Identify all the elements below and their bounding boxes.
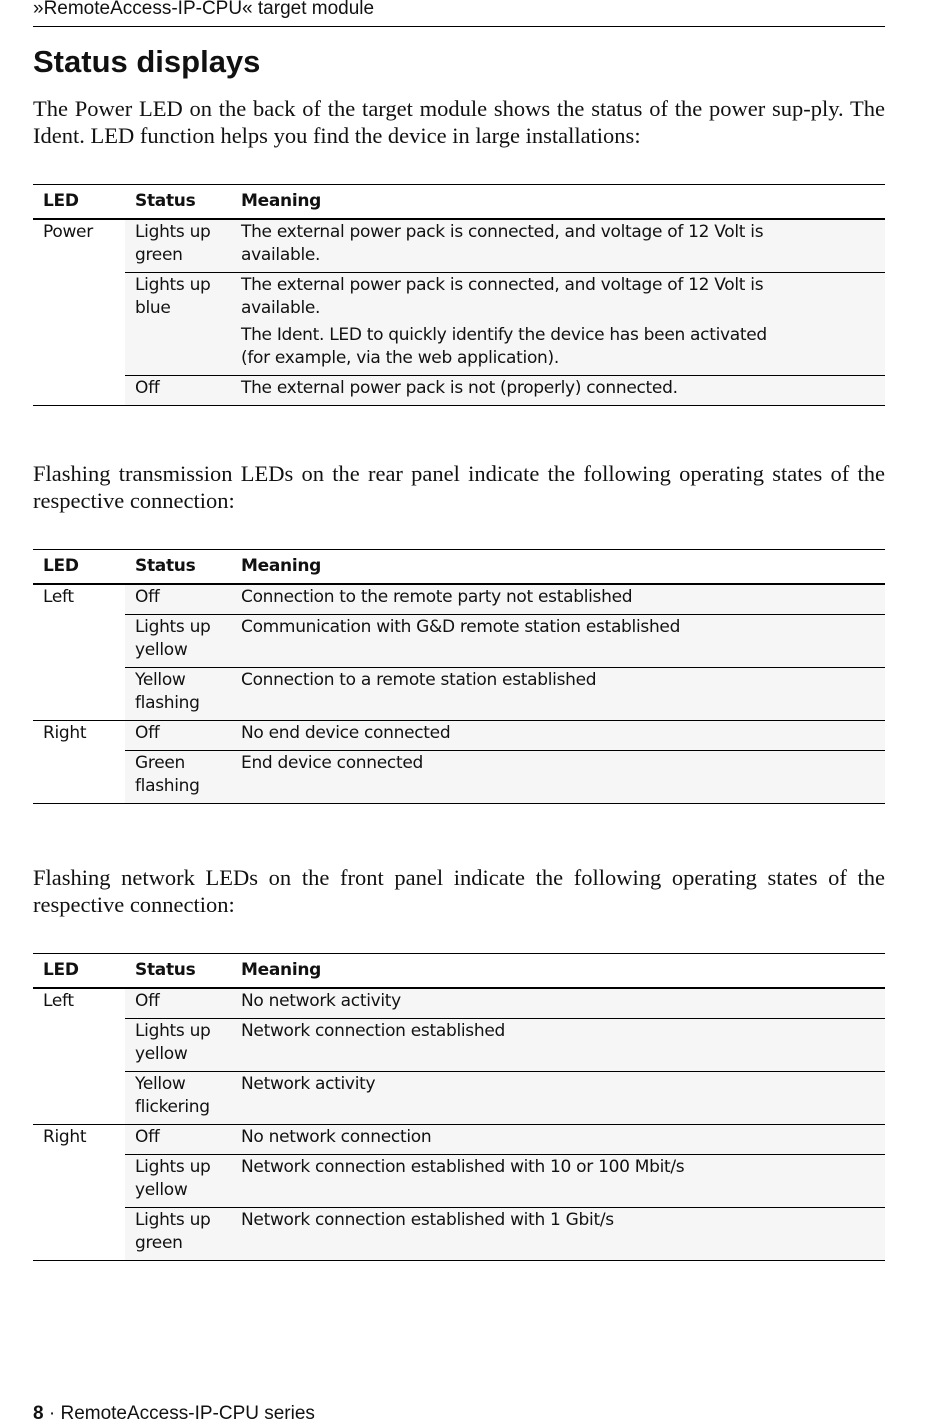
table-header-row (33, 550, 885, 585)
meaning-cell: Network connection established (231, 1019, 885, 1072)
header-rule (33, 26, 885, 27)
status-cell: Off (125, 988, 231, 1019)
table-row (33, 1208, 885, 1261)
table-row (33, 1019, 885, 1072)
meaning-cell: The external power pack is connected, and voltage of 12 Volt is available. (231, 273, 885, 323)
led-name-cell: Left (33, 988, 125, 1125)
status-cell: Off (125, 1125, 231, 1155)
status-cell: Lights up green (125, 1208, 231, 1261)
table-row (33, 721, 885, 751)
column-header-status: Status (125, 954, 231, 989)
meaning-cell: End device connected (231, 751, 885, 804)
intro-power-paragraph: The Power LED on the back of the target module shows the status of the power sup-ply. The Ident. LED function helps you find the device in large installations: (33, 96, 885, 148)
led-name-cell: Left (33, 584, 125, 721)
table-row (33, 584, 885, 615)
column-header-led: LED (33, 550, 125, 585)
status-cell: Lights up yellow (125, 1155, 231, 1208)
intro-transmission-paragraph: Flashing transmission LEDs on the rear panel indicate the following operating states of the respective connection: (33, 461, 885, 513)
status-cell: Off (125, 584, 231, 615)
table-row (33, 1155, 885, 1208)
table-row (33, 1072, 885, 1125)
running-header: »RemoteAccess-IP-CPU« target module (33, 0, 375, 19)
column-header-led: LED (33, 954, 125, 989)
meaning-cell: Network connection established with 1 Gbit/s (231, 1208, 885, 1261)
table-header-row (33, 954, 885, 989)
status-cell: Yellow flashing (125, 668, 231, 721)
column-header-meaning: Meaning (231, 954, 885, 989)
column-header-meaning: Meaning (231, 185, 885, 220)
meaning-cell: Connection to a remote station established (231, 668, 885, 721)
network-led-table (33, 953, 885, 1261)
meaning-cell: The external power pack is not (properly) connected. (231, 376, 885, 406)
table-row (33, 1125, 885, 1155)
led-name-cell: Power (33, 219, 125, 406)
meaning-cell: No network connection (231, 1125, 885, 1155)
table-row (33, 751, 885, 804)
intro-network-paragraph: Flashing network LEDs on the front panel indicate the following operating states of the respective connection: (33, 865, 885, 917)
column-header-status: Status (125, 550, 231, 585)
transmission-led-table (33, 549, 885, 804)
status-cell: Lights up green (125, 219, 231, 273)
power-led-table (33, 184, 885, 406)
page-number: 8 (33, 1403, 44, 1424)
meaning-cell: No network activity (231, 988, 885, 1019)
table-row (33, 988, 885, 1019)
column-header-status: Status (125, 185, 231, 220)
meaning-cell: Communication with G&D remote station established (231, 615, 885, 668)
led-name-cell: Right (33, 1125, 125, 1261)
footer-separator: · (48, 1403, 56, 1424)
table-row (33, 376, 885, 406)
status-cell: Lights up yellow (125, 615, 231, 668)
status-cell: Yellow flickering (125, 1072, 231, 1125)
meaning-cell: The external power pack is connected, and voltage of 12 Volt is available. (231, 219, 885, 273)
footer-series-title: RemoteAccess-IP-CPU series (60, 1403, 315, 1424)
table-row (33, 273, 885, 323)
page-footer (33, 1401, 315, 1427)
section-title: Status displays (33, 44, 261, 79)
status-cell: Lights up blue (125, 273, 231, 376)
meaning-cell-extra: The Ident. LED to quickly identify the device has been activated (for example, via the web application). (231, 322, 885, 376)
meaning-cell: Connection to the remote party not established (231, 584, 885, 615)
status-cell: Off (125, 721, 231, 751)
meaning-cell: Network activity (231, 1072, 885, 1125)
column-header-meaning: Meaning (231, 550, 885, 585)
table-header-row (33, 185, 885, 220)
status-cell: Off (125, 376, 231, 406)
table-row (33, 219, 885, 273)
meaning-cell: Network connection established with 10 or 100 Mbit/s (231, 1155, 885, 1208)
status-cell: Green flashing (125, 751, 231, 804)
column-header-led: LED (33, 185, 125, 220)
table-row (33, 668, 885, 721)
meaning-cell: No end device connected (231, 721, 885, 751)
status-cell: Lights up yellow (125, 1019, 231, 1072)
led-name-cell: Right (33, 721, 125, 804)
table-row (33, 615, 885, 668)
